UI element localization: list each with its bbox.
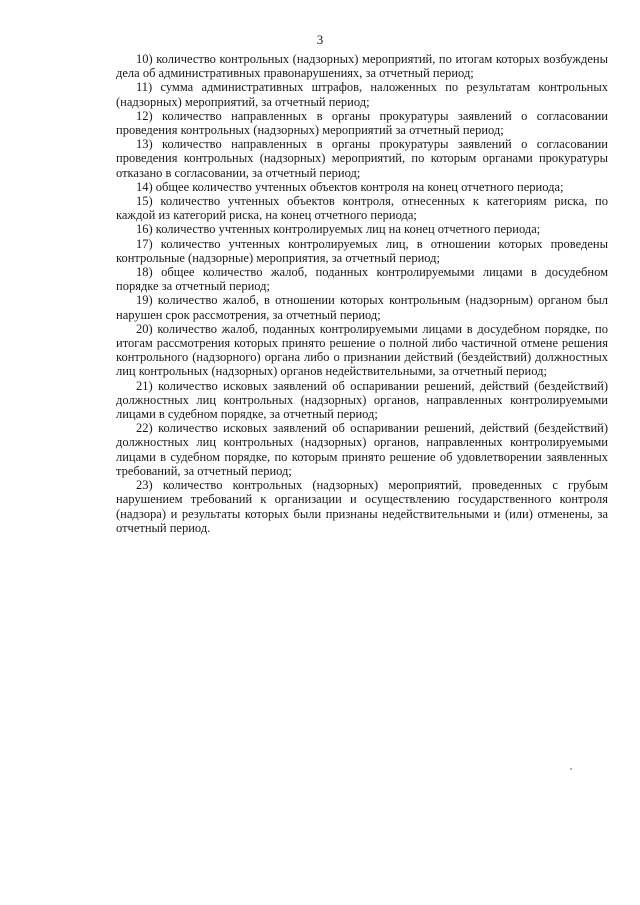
list-item-10: 10) количество контрольных (надзорных) мероприятий, по итогам которых возбуждены дела об административных правонарушениях, за отчетный период; xyxy=(116,52,608,81)
document-body xyxy=(116,52,608,535)
list-item-21: 21) количество исковых заявлений об оспаривании решений, действий (бездействий) должностных лиц контрольных (надзорных) органов, направленных контролируемыми лицами в судебном порядке, за отчетный период; xyxy=(116,378,608,422)
list-item-20: 20) количество жалоб, поданных контролируемыми лицами в досудебном порядке, по итогам рассмотрения которых принято решение о полной либо частичной отмене решения контрольного (надзорного) органа либо о признании действий (бездействий) должностных лиц контрольных (надзорных) органов недействительными, за отчетный период; xyxy=(116,321,608,379)
list-item-14: 14) общее количество учтенных объектов контроля на конец отчетного периода; xyxy=(136,179,564,194)
list-item-19: 19) количество жалоб, в отношении которых контрольным (надзорным) органом был нарушен срок рассмотрения, за отчетный период; xyxy=(116,293,608,322)
list-item-22: 22) количество исковых заявлений об оспаривании решений, действий (бездействий) должностных лиц контрольных (надзорных) органов, направленных контролируемыми лицами в судебном порядке, по которым принято решение об удовлетворении заявленных требований, за отчетный период; xyxy=(116,421,608,478)
list-item-11: 11) сумма административных штрафов, наложенных по результатам контрольных (надзорных) мероприятий, за отчетный период; xyxy=(116,80,608,109)
list-item-12: 12) количество направленных в органы прокуратуры заявлений о согласовании проведения контрольных (надзорных) мероприятий за отчетный период; xyxy=(116,108,608,138)
list-item-17: 17) количество учтенных контролируемых лиц, в отношении которых проведены контрольные (надзорные) мероприятия, за отчетный период; xyxy=(116,236,608,265)
list-item-23: 23) количество контрольных (надзорных) мероприятий, проведенных с грубым нарушением требований к организации и осуществлению государственного контроля (надзора) и результаты которых были признаны недействительными и (или) отменены, за отчетный период. xyxy=(116,478,608,535)
list-item-16: 16) количество учтенных контролируемых лиц на конец отчетного периода; xyxy=(136,222,541,237)
page-number: 3 xyxy=(316,32,324,47)
scan-speck xyxy=(570,768,572,770)
list-item-13: 13) количество направленных в органы прокуратуры заявлений о согласовании проведения контрольных (надзорных) мероприятий, по которым органами прокуратуры отказано в согласовании, за отчетный период; xyxy=(116,137,608,180)
list-item-15: 15) количество учтенных объектов контроля, отнесенных к категориям риска, по каждой из категорий риска, на конец отчетного периода; xyxy=(116,194,608,223)
list-item-18: 18) общее количество жалоб, поданных контролируемыми лицами в досудебном порядке за отчетный период; xyxy=(116,265,608,294)
